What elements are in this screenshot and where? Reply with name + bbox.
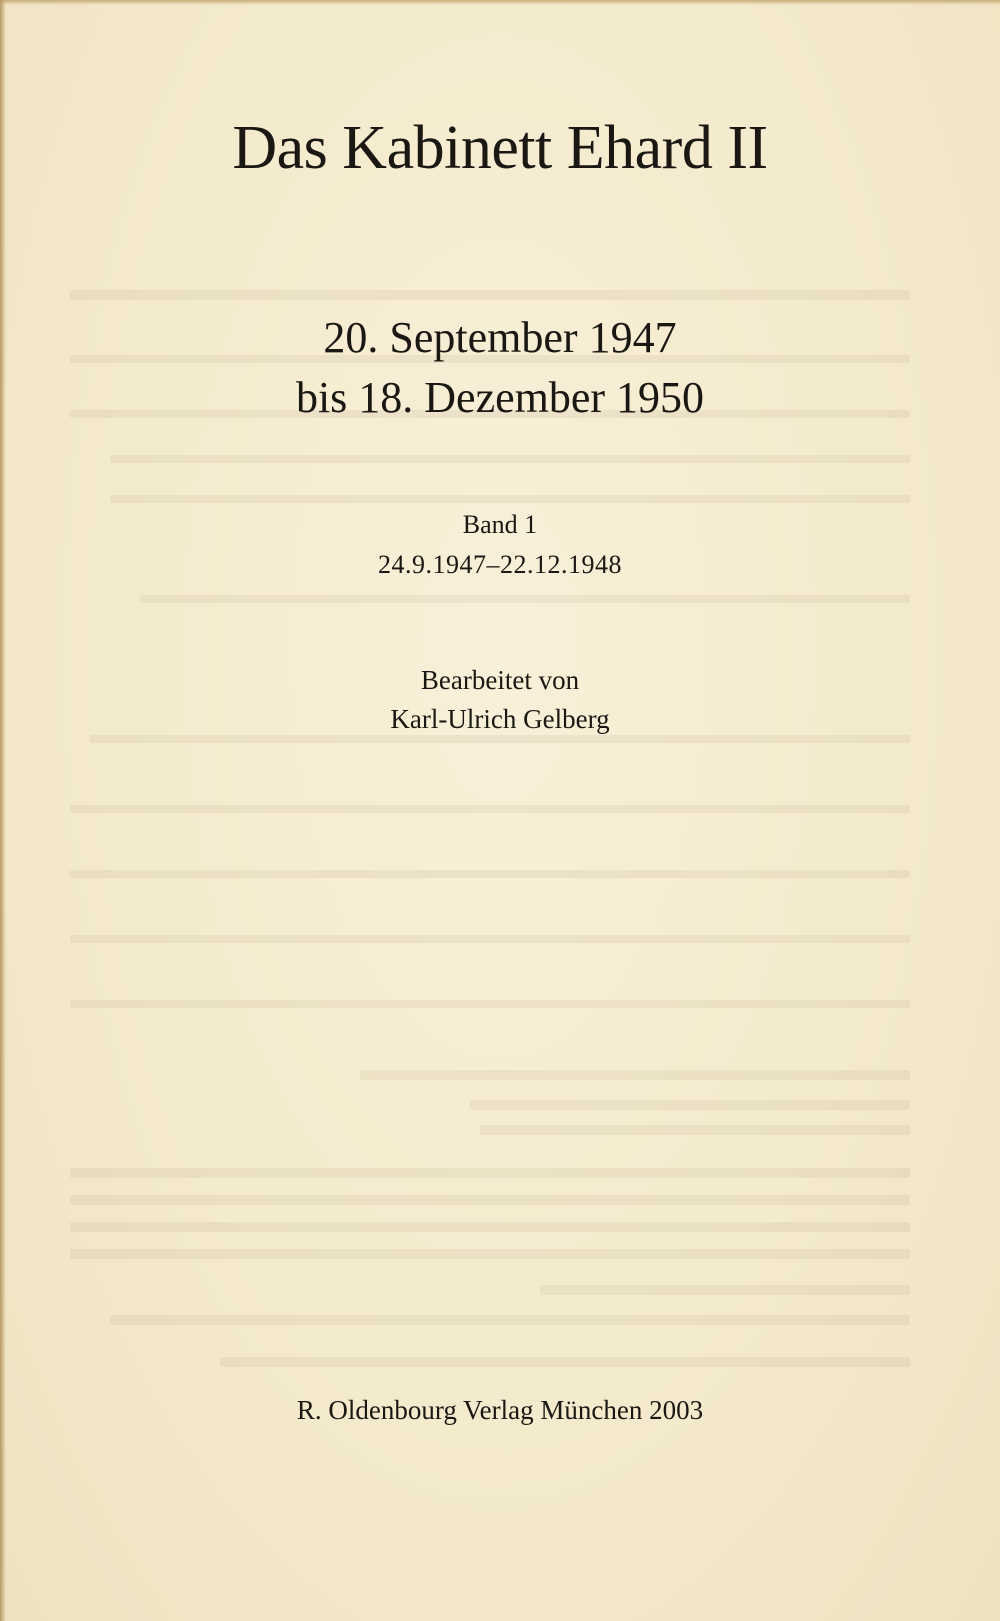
book-title: Das Kabinett Ehard II	[232, 114, 768, 182]
show-through-texture	[70, 805, 910, 813]
show-through-texture	[110, 455, 910, 463]
page-edge-shadow	[0, 0, 1000, 5]
show-through-texture	[360, 1070, 910, 1080]
show-through-texture	[70, 1168, 910, 1178]
show-through-texture	[220, 1357, 910, 1367]
volume-label: Band 1	[462, 510, 538, 539]
show-through-texture	[540, 1285, 910, 1295]
period-end: bis 18. Dezember 1950	[295, 373, 705, 422]
show-through-texture	[110, 1315, 910, 1325]
show-through-texture	[70, 1195, 910, 1205]
show-through-texture	[90, 735, 910, 743]
show-through-texture	[70, 935, 910, 943]
show-through-texture	[70, 1222, 910, 1232]
show-through-texture	[480, 1125, 910, 1135]
show-through-texture	[140, 595, 910, 603]
show-through-texture	[70, 1000, 910, 1008]
publisher-imprint: R. Oldenbourg Verlag München 2003	[296, 1395, 704, 1425]
show-through-texture	[70, 1249, 910, 1259]
show-through-texture	[70, 290, 910, 300]
period-start: 20. September 1947	[323, 313, 677, 362]
volume-date-range: 24.9.1947–22.12.1948	[378, 550, 622, 579]
page-edge-shadow	[0, 0, 6, 1621]
show-through-texture	[110, 495, 910, 503]
editor-name: Karl-Ulrich Gelberg	[390, 704, 610, 734]
show-through-texture	[470, 1100, 910, 1110]
edited-by-label: Bearbeitet von	[420, 665, 580, 695]
show-through-texture	[70, 870, 910, 878]
